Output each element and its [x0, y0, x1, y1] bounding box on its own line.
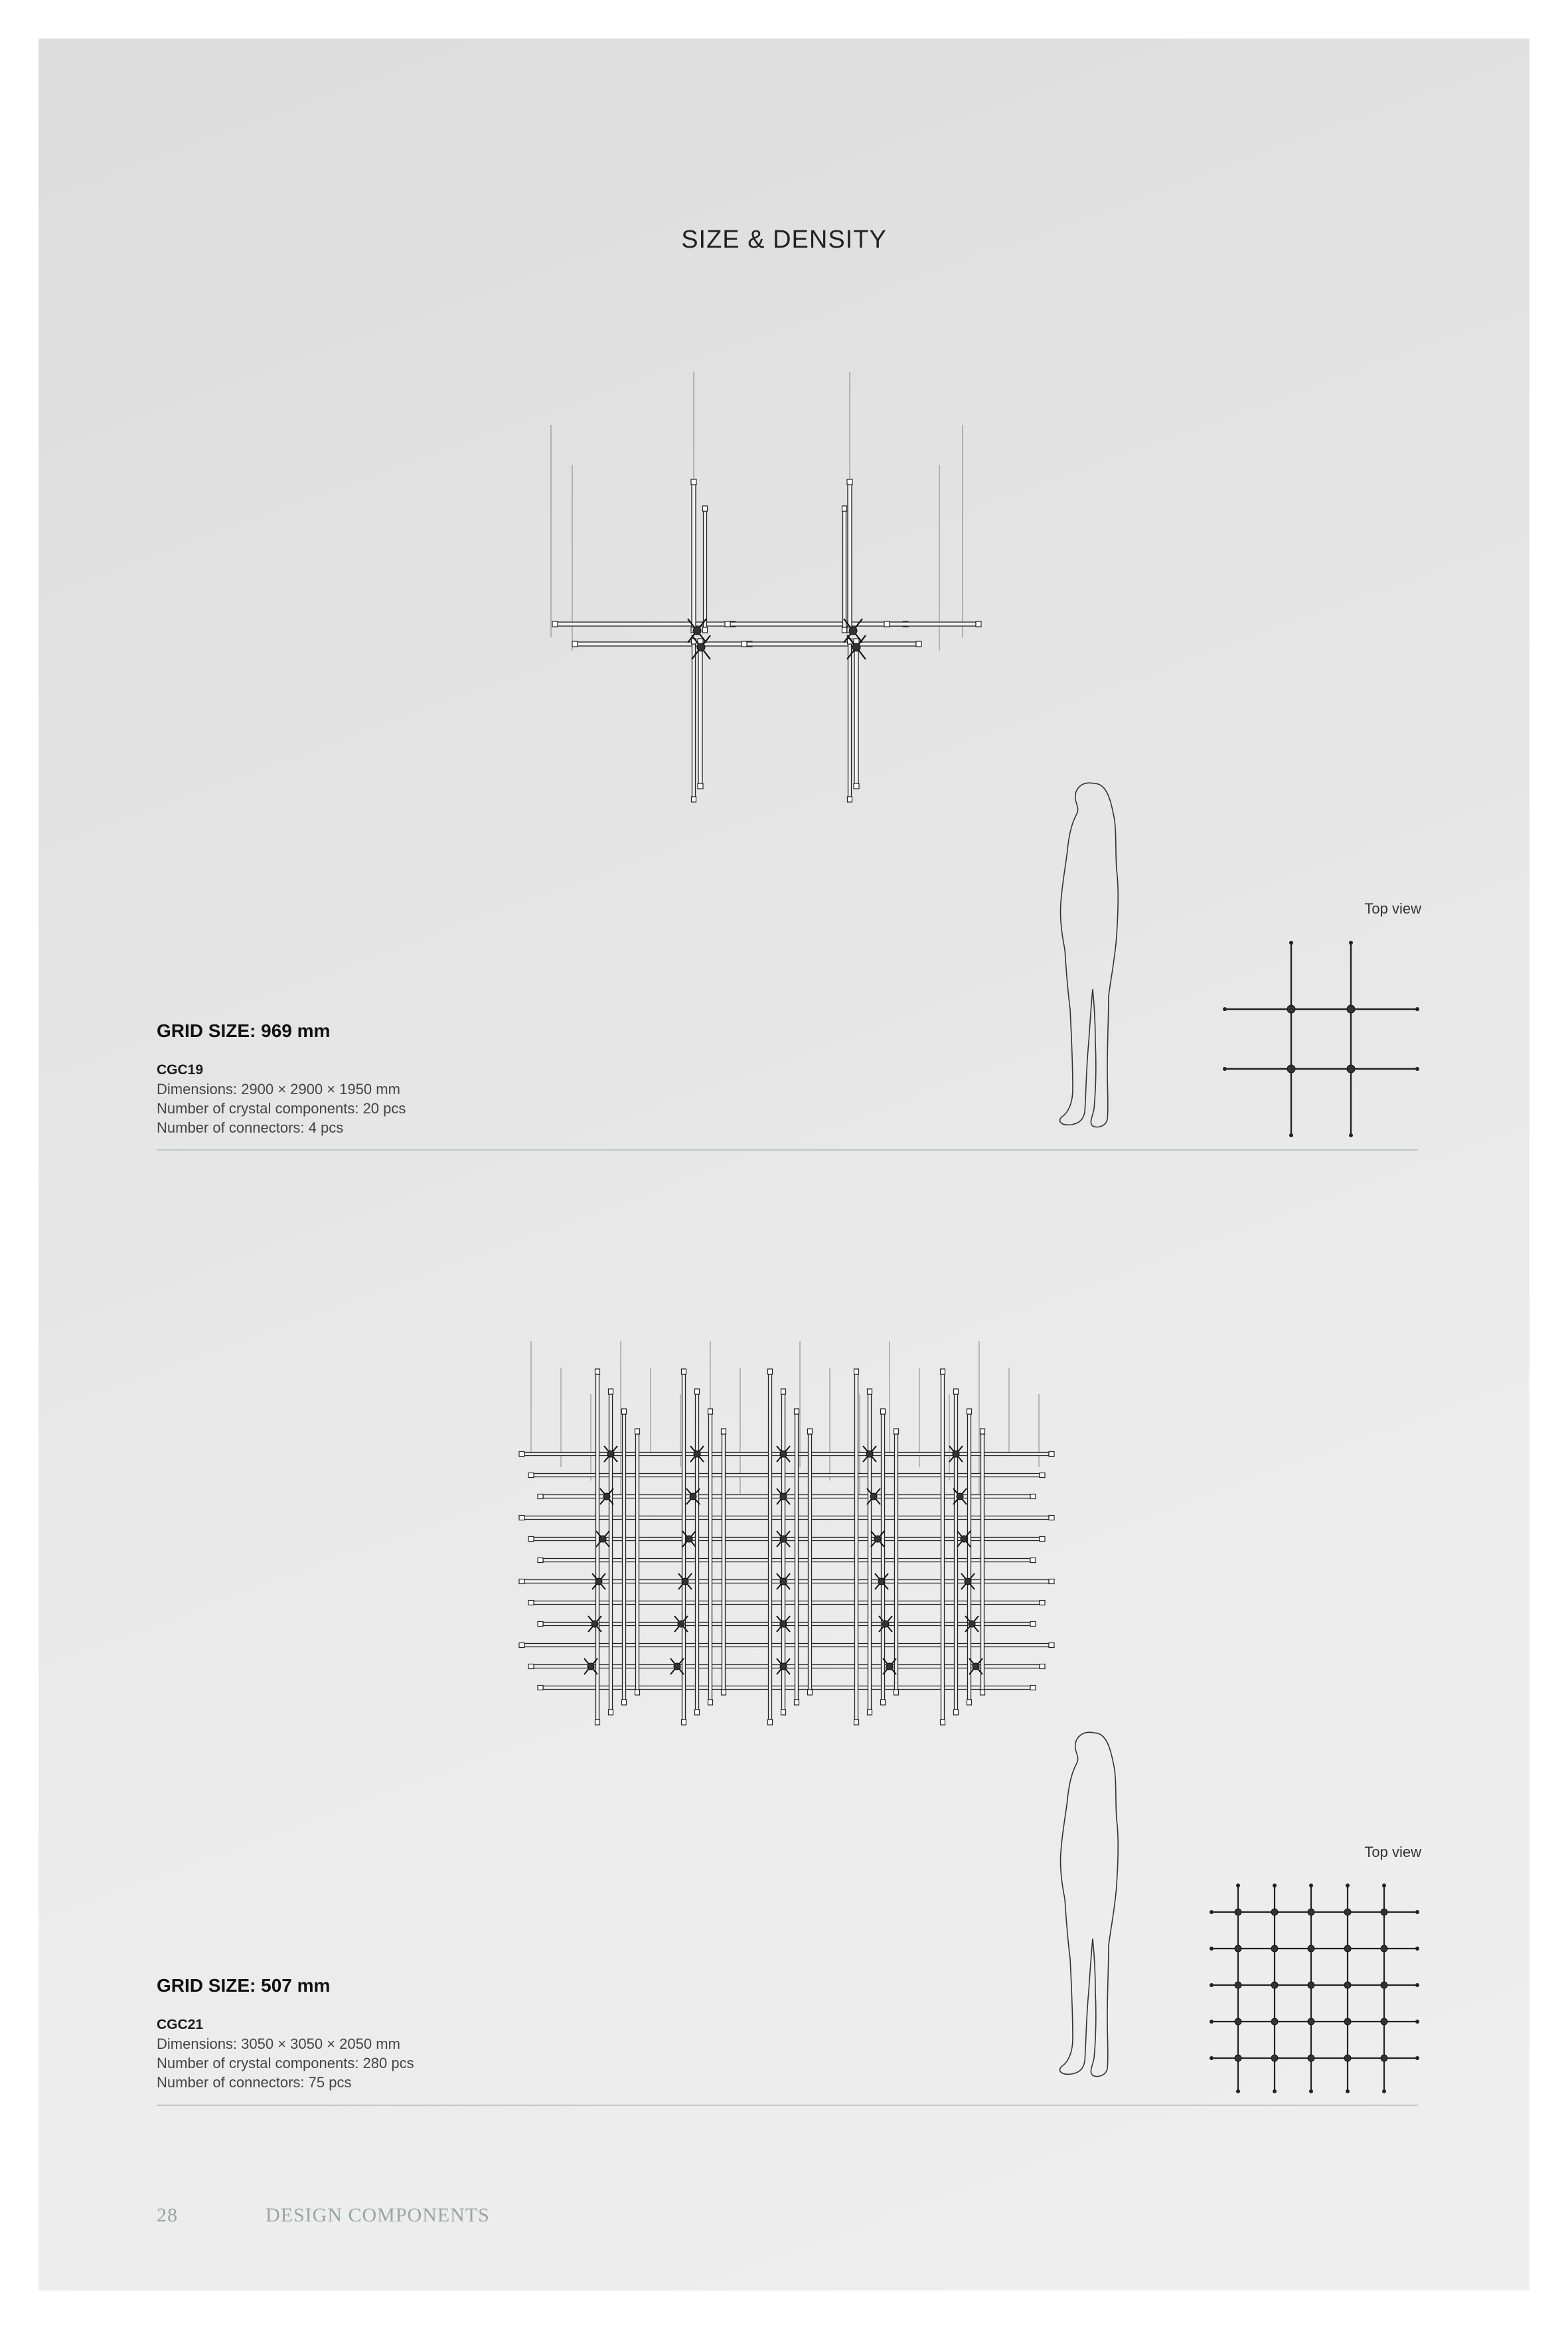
grid-size-heading: GRID SIZE: 507 mm: [157, 1975, 331, 1996]
spec-block-cgc21: [157, 1975, 414, 2092]
cgc21-top-view-drawing: [1205, 1879, 1424, 2098]
section-divider: [157, 1149, 1418, 1151]
spec-block-cgc19: [157, 1020, 406, 1137]
cgc19-chandelier-drawing: [518, 372, 996, 810]
cgc21-chandelier-drawing: [518, 1321, 1062, 1753]
crystal-components-text: Number of crystal components: 20 pcs: [157, 1100, 406, 1117]
page-title: SIZE & DENSITY: [681, 226, 887, 254]
model-code: CGC19: [157, 1062, 204, 1078]
section-divider: [157, 2105, 1418, 2106]
top-view-label: Top view: [1364, 900, 1421, 917]
footer-section-name: DESIGN COMPONENTS: [266, 2204, 490, 2226]
grid-size-heading: GRID SIZE: 969 mm: [157, 1020, 331, 1041]
crystal-components-text: Number of crystal components: 280 pcs: [157, 2055, 414, 2071]
connectors-text: Number of connectors: 75 pcs: [157, 2074, 352, 2091]
dimensions-text: Dimensions: 3050 × 3050 × 2050 mm: [157, 2036, 400, 2052]
human-silhouette-figure: [1042, 777, 1129, 1135]
cgc19-top-view-drawing: [1218, 936, 1424, 1142]
page-number: 28: [157, 2204, 178, 2226]
human-silhouette-figure: [1042, 1726, 1129, 2085]
model-code: CGC21: [157, 2017, 204, 2032]
dimensions-text: Dimensions: 2900 × 2900 × 1950 mm: [157, 1081, 400, 1097]
top-view-label: Top view: [1364, 1844, 1421, 1860]
connectors-text: Number of connectors: 4 pcs: [157, 1119, 344, 1136]
